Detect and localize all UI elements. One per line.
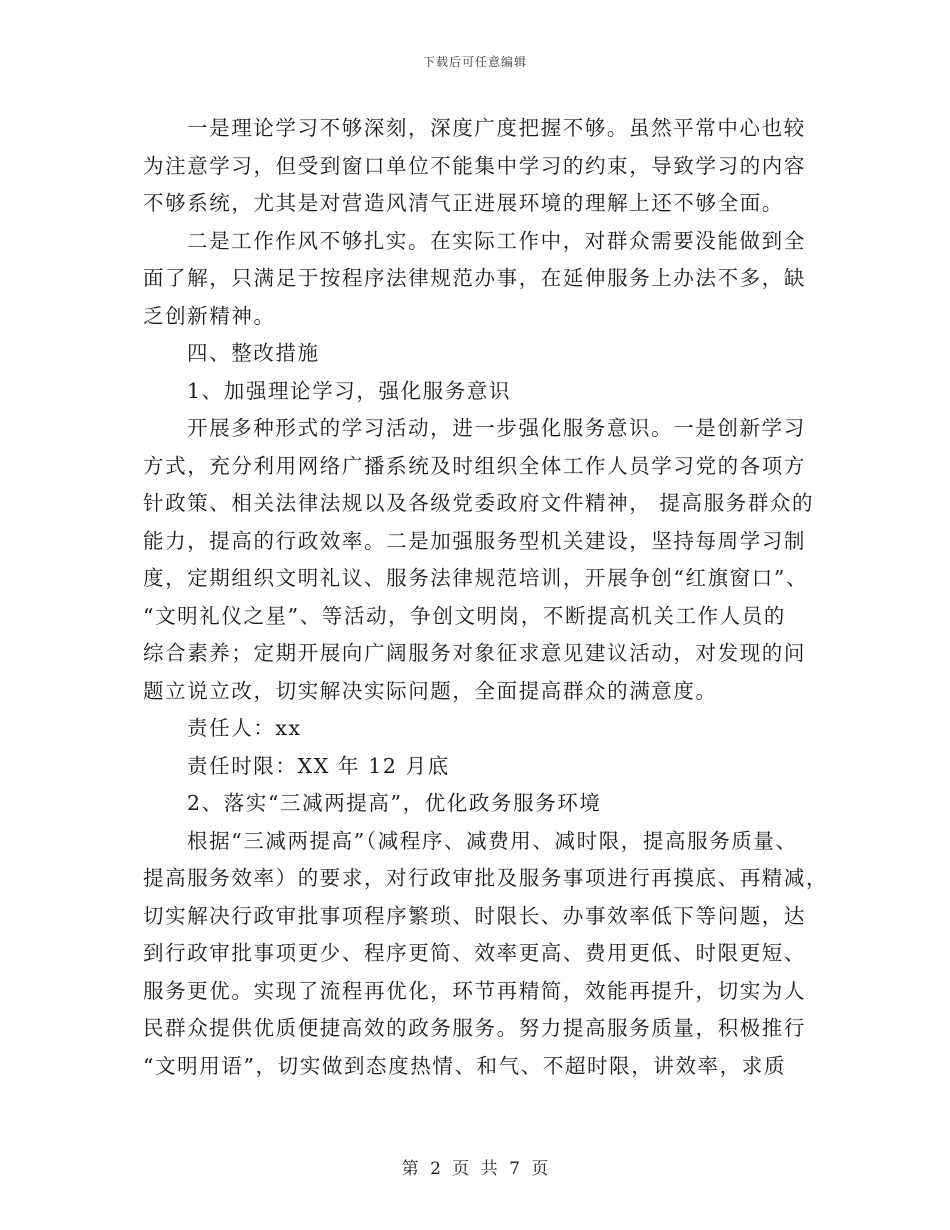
paragraph-line: 方式，充分利用网络广播系统及时组织全体工作人员学习党的各项方 [143,453,806,478]
paragraph-line: “文明礼仪之星”、等活动，争创文明岗，不断提高机关工作人员的 [143,603,786,628]
paragraph-line: 不够系统，尤其是对营造风清气正进展环境的理解上还不够全面。 [143,191,784,215]
paragraph-line: 综合素养；定期开展向广阔服务对象征求意见建议活动，对发现的问 [143,641,806,665]
paragraph-line: 根据“三减两提高”（减程序、减费用、减时限，提高服务质量、 [187,828,798,853]
paragraph-line: 开展多种形式的学习活动，进一步强化服务意识。一是创新学习 [187,416,806,440]
document-body [143,110,829,1085]
paragraph-line: 到行政审批事项更少、程序更简、效率更高、费用更低、时限更短、 [143,941,806,965]
paragraph-line: 责任时限：XX 年 12 月底 [187,753,450,778]
paragraph-line: 为注意学习，但受到窗口单位不能集中学习的约束，导致学习的内容 [143,153,806,178]
paragraph-line: 四、整改措施 [187,341,320,365]
paragraph-line: 一是理论学习不够深刻，深度广度把握不够。虽然平常中心也较 [187,116,806,140]
page-header: 下载后可任意编辑 [422,55,527,69]
page-number-footer: 第 2 页 共 7 页 [401,1159,549,1179]
paragraph-line: 乏创新精神。 [143,303,276,328]
paragraph-line: 针政策、相关法律法规以及各级党委政府文件精神， 提高服务群众的 [143,491,815,515]
paragraph-line: 责任人：xx [187,716,302,740]
paragraph-line: 切实解决行政审批事项程序繁琐、时限长、办事效率低下等问题，达 [143,903,806,928]
paragraph-line: 能力，提高的行政效率。二是加强服务型机关建设，坚持每周学习制 [143,528,806,553]
paragraph-line: 提高服务效率）的要求，对行政审批及服务事项进行再摸底、再精减， [143,866,829,890]
paragraph-line: “文明用语”，切实做到态度热情、和气、不超时限，讲效率，求质 [143,1053,786,1078]
paragraph-line: 民群众提供优质便捷高效的政务服务。努力提高服务质量，积极推行 [143,1016,806,1040]
paragraph-line: 题立说立改，切实解决实际问题，全面提高群众的满意度。 [143,678,718,703]
paragraph-line: 二是工作作风不够扎实。在实际工作中，对群众需要没能做到全 [187,228,806,253]
paragraph-line: 服务更优。实现了流程再优化，环节再精简，效能再提升，切实为人 [143,978,806,1003]
paragraph-line: 1、加强理论学习，强化服务意识 [187,378,512,403]
paragraph-line: 度，定期组织文明礼议、服务法律规范培训，开展争创“红旗窗口”、 [143,566,809,590]
paragraph-line: 2、落实“三减两提高”，优化政务服务环境 [187,791,602,815]
paragraph-line: 面了解，只满足于按程序法律规范办事，在延伸服务上办法不多，缺 [143,266,806,290]
